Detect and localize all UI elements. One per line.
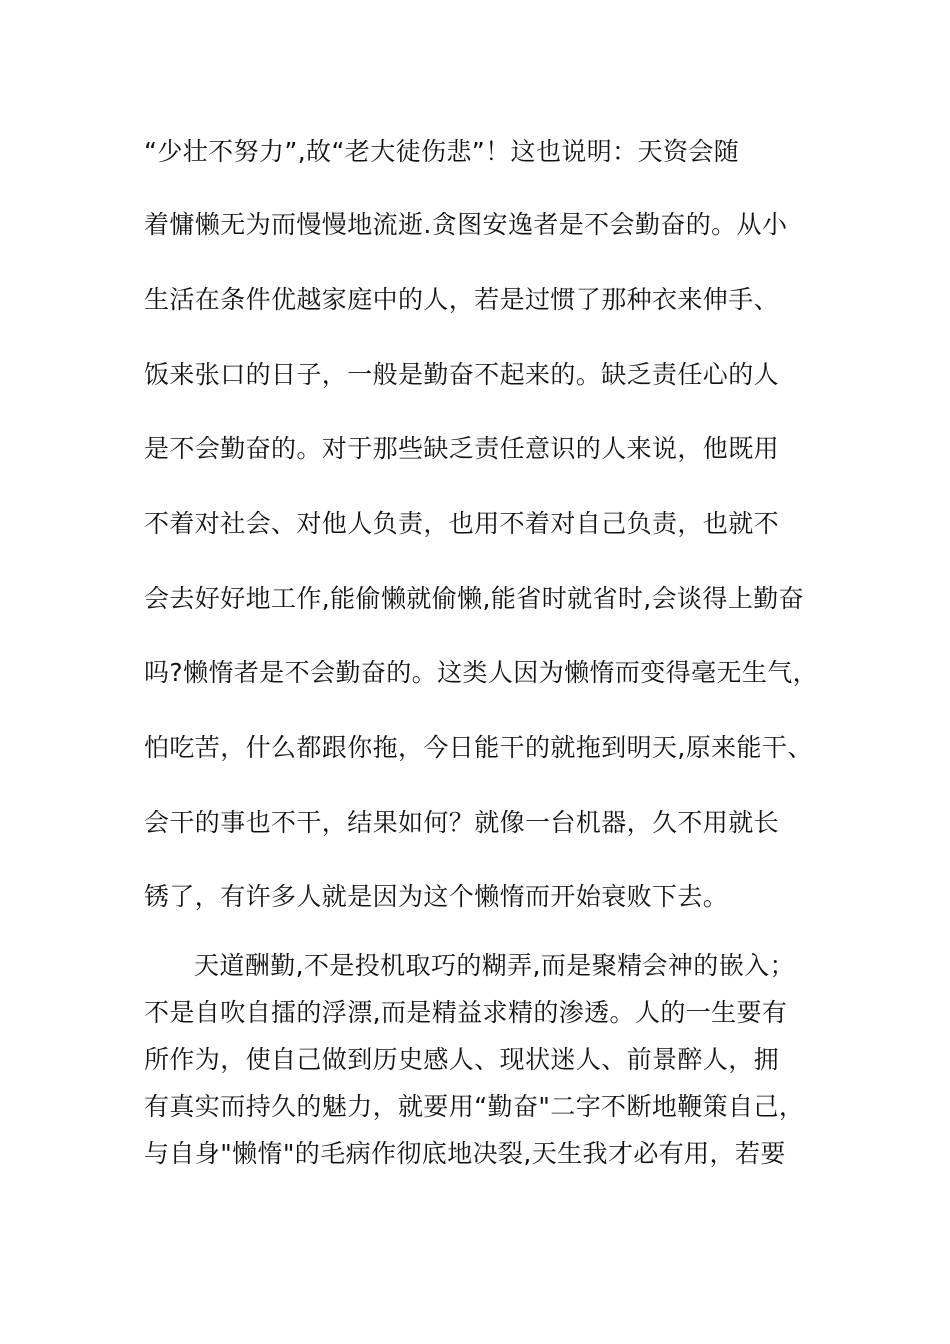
paragraph-1-line-4: 饭来张口的日子，一般是勤奋不起来的。缺乏责任心的人	[144, 360, 780, 389]
paragraph-1-line-9: 怕吃苦，什么都跟你拖，今日能干的就拖到明天,原来能干、	[144, 733, 813, 762]
paragraph-2-line-1: 天道酬勤,不是投机取巧的糊弄,而是聚精会神的嵌入；	[194, 951, 795, 980]
paragraph-2-line-3: 所作为，使自己做到历史感人、现状迷人、前景醉人，拥	[144, 1045, 780, 1074]
paragraph-1-line-5: 是不会勤奋的。对于那些缺乏责任意识的人来说，他既用	[144, 434, 780, 463]
paragraph-1-line-1: “少壮不努力”,故“老大徒伤悲”！这也说明：天资会随	[144, 137, 740, 166]
paragraph-2-line-5: 与自身"懒惰"的毛病作彻底地决裂,天生我才必有用，若要	[144, 1139, 786, 1168]
paragraph-1-line-3: 生活在条件优越家庭中的人，若是过惯了那种衣来伸手、	[144, 285, 780, 314]
paragraph-1-line-6: 不着对社会、对他人负责，也用不着对自己负责，也就不	[144, 509, 780, 538]
paragraph-1-line-10: 会干的事也不干，结果如何？就像一台机器，久不用就长	[144, 808, 780, 837]
paragraph-1-line-11: 锈了，有许多人就是因为这个懒惰而开始衰败下去。	[144, 882, 729, 911]
paragraph-1-line-8: 吗?懒惰者是不会勤奋的。这类人因为懒惰而变得毫无生气，	[144, 658, 819, 687]
paragraph-1-line-2: 着慵懒无为而慢慢地流逝.贪图安逸者是不会勤奋的。从小	[144, 210, 788, 239]
paragraph-2-line-2: 不是自吹自擂的浮漂,而是精益求精的渗透。人的一生要有	[144, 998, 788, 1027]
paragraph-1-line-7: 会去好好地工作,能偷懒就偷懒,能省时就省时,会谈得上勤奋	[144, 584, 805, 613]
paragraph-2-line-4: 有真实而持久的魅力，就要用“勤奋"二字不断地鞭策自己，	[144, 1092, 805, 1121]
